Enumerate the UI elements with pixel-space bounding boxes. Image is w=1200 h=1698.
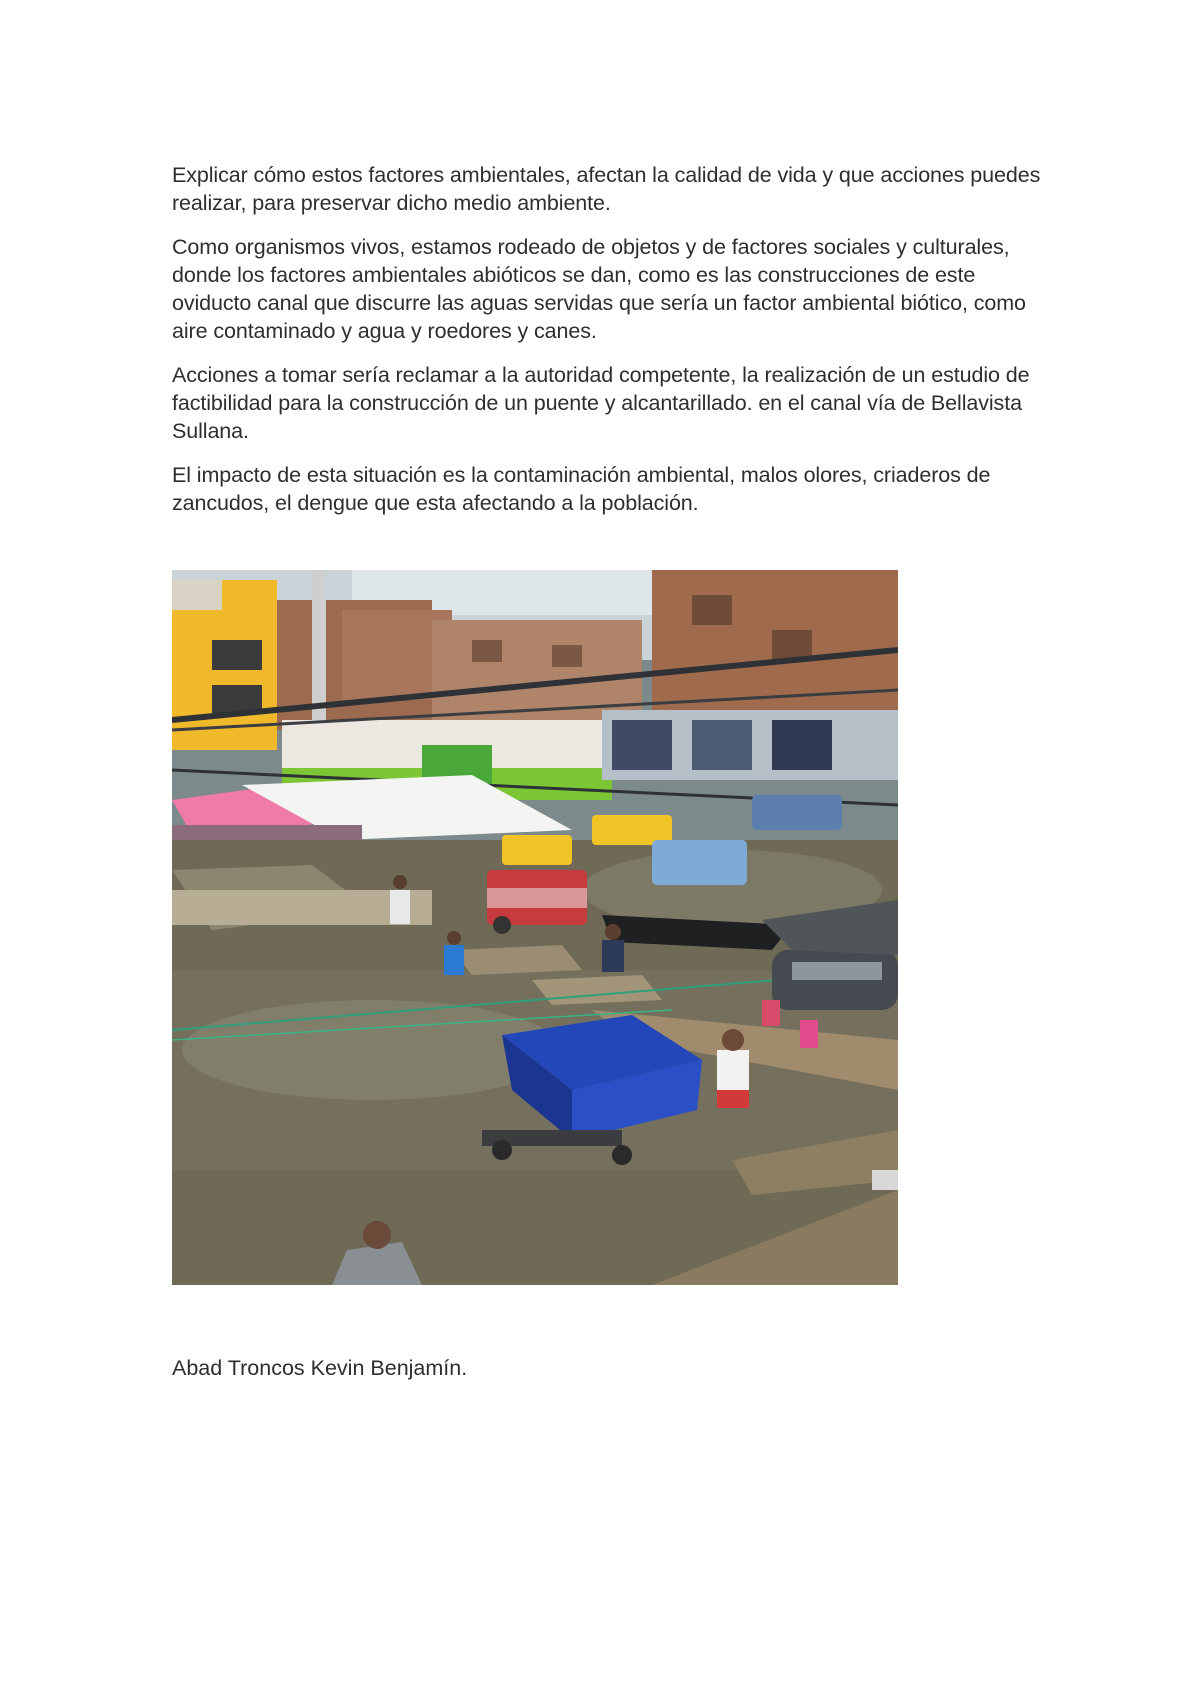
paragraph-impact: El impacto de esta situación es la contaminación ambiental, malos olores, criaderos de zancudos, el dengue que esta afectando a la población. — [172, 463, 991, 515]
author-signature: Abad Troncos Kevin Benjamín. — [172, 1356, 468, 1380]
paragraph-factors: Como organismos vivos, estamos rodeado de objetos y de factores sociales y culturales, donde los factores ambientales abióticos se dan, como es las construcciones de este oviducto canal que discurre las aguas servidas que sería un factor ambiental biótico, como aire contaminado y agua y roedores y canes. — [172, 235, 1026, 343]
paragraph-actions: Acciones a tomar sería reclamar a la autoridad competente, la realización de un estudio de factibilidad para la construcción de un puente y alcantarillado. en el canal vía de Bellavista Sullana. — [172, 363, 1030, 443]
paragraph-prompt: Explicar cómo estos factores ambientales, afectan la calidad de vida y que acciones puedes realizar, para preservar dicho medio ambiente. — [172, 163, 1041, 215]
flooded-street-illustration — [172, 570, 898, 1285]
document-body — [172, 161, 1042, 533]
flooded-street-photo — [172, 570, 898, 1285]
